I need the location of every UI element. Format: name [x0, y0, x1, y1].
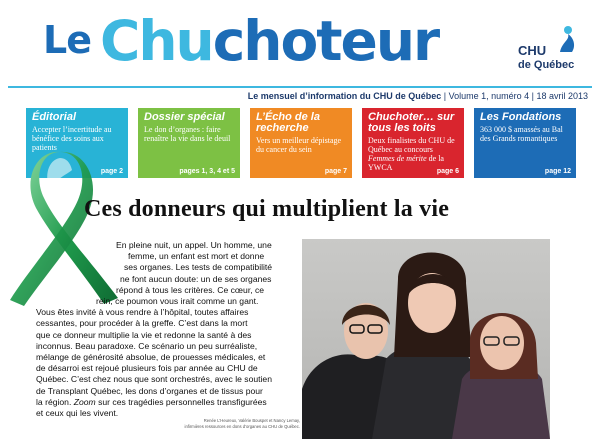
- teaser-fondations[interactable]: [474, 108, 576, 178]
- teaser-title: Les Fondations: [480, 111, 562, 123]
- chu-logo-line2: de Québec: [518, 59, 575, 71]
- teaser-text: Vers un meilleur dépistage du cancer du sein: [256, 136, 342, 154]
- teaser-echo-recherche[interactable]: [250, 108, 352, 178]
- article-line: mélange de générosité absolue, de prouesses médicales, et: [36, 352, 266, 363]
- logo-part1: Chu: [100, 9, 213, 73]
- masthead-rule: [8, 86, 592, 88]
- teaser-title: Chuchoter… sur tous les toits: [368, 111, 455, 134]
- teaser-page: page 2: [100, 168, 123, 175]
- teaser-text-line2: de la YWCA: [368, 154, 444, 172]
- subline-issue: | Volume 1, numéro 4 | 18 avril 2013: [441, 91, 588, 101]
- teaser-page: pages 1, 3, 4 et 5: [179, 168, 235, 175]
- teaser-page: page 6: [436, 168, 459, 175]
- teaser-text: Le don d’organes : faire renaître la vie dans le deuil: [144, 125, 231, 143]
- teaser-text: 363 000 $ amassés au Bal des Grands romantiques: [480, 125, 563, 143]
- article-line: de désarroi est rejoué plusieurs fois par année au CHU de: [36, 363, 258, 374]
- caption-line2: infirmières ressources en dons d’organes au CHU de Québec.: [184, 424, 300, 429]
- teaser-title: Éditorial: [32, 111, 77, 123]
- article-body: [36, 240, 292, 419]
- article-line: cessantes, pour procéder à la greffe. C’est dans la mort: [36, 318, 248, 329]
- teaser-title: L’Écho de la recherche: [256, 111, 320, 134]
- teaser-page: page 12: [544, 168, 571, 175]
- chu-logo-line1: CHU: [518, 43, 547, 58]
- logo-part2: choteur: [212, 9, 439, 73]
- teaser-text: Accepter l’incertitude au bénéfice des soins aux patients: [32, 125, 112, 152]
- masthead-subline: [0, 91, 588, 101]
- teaser-title: Dossier spécial: [144, 111, 225, 123]
- article-line: ses organes. Les tests de compatibilité: [124, 262, 273, 273]
- article-line: répond à tous les critères. Ce cœur, ce: [116, 284, 265, 295]
- article-line: de Transplant Québec, les dons d’organes et de tissus pour: [36, 385, 263, 396]
- article-line: Vous êtes invité à vous rendre à l’hôpital, toutes affaires: [36, 307, 249, 318]
- teaser-chuchoter[interactable]: [362, 108, 464, 178]
- article-line: ne font aucun doute: un de ses organes: [120, 273, 272, 284]
- teaser-text-line1: Deux finalistes du CHU de Québec au concours: [368, 136, 455, 154]
- article-line: la région. Zoom sur ces tragédies personnelles transfigurées: [36, 396, 267, 407]
- zoom-word: Zoom: [73, 396, 96, 407]
- teaser-page: page 7: [324, 168, 347, 175]
- article-line: En pleine nuit, un appel. Un homme, une: [116, 240, 272, 250]
- subline-publication: Le mensuel d’information du CHU de Québec: [247, 91, 442, 101]
- newspaper-logo: [100, 9, 439, 73]
- article-line: et ceux qui les vivent.: [36, 408, 119, 419]
- article-line: femme, un enfant est mort et donne: [128, 251, 265, 262]
- teaser-text: [368, 136, 458, 172]
- article-line: inconnus. Beau paradoxe. Ce scénario un peu surréaliste,: [36, 340, 258, 351]
- teaser-text-italic: Femmes de mérite: [368, 154, 427, 163]
- article-line: rein, ce poumon vous irait comme un gant.: [96, 296, 259, 307]
- nurses-photo: [302, 239, 550, 439]
- caption-line1: Renée L’Heureux, Valérie Bouspet et Nancy Lemay,: [203, 418, 300, 423]
- chu-quebec-logo: [518, 30, 584, 80]
- teaser-dossier-special[interactable]: [138, 108, 240, 178]
- photo-caption: [160, 418, 300, 430]
- article-headline: Ces donneurs qui multiplient la vie: [84, 196, 450, 222]
- masthead: [0, 0, 600, 101]
- logo-le: Le: [43, 18, 91, 62]
- article-line: Québec. C’est chez nous que sont orchestrés, avec le soutien: [36, 374, 272, 385]
- article-line: que ce donneur multiplie la vie et redonne la santé à des: [36, 329, 252, 340]
